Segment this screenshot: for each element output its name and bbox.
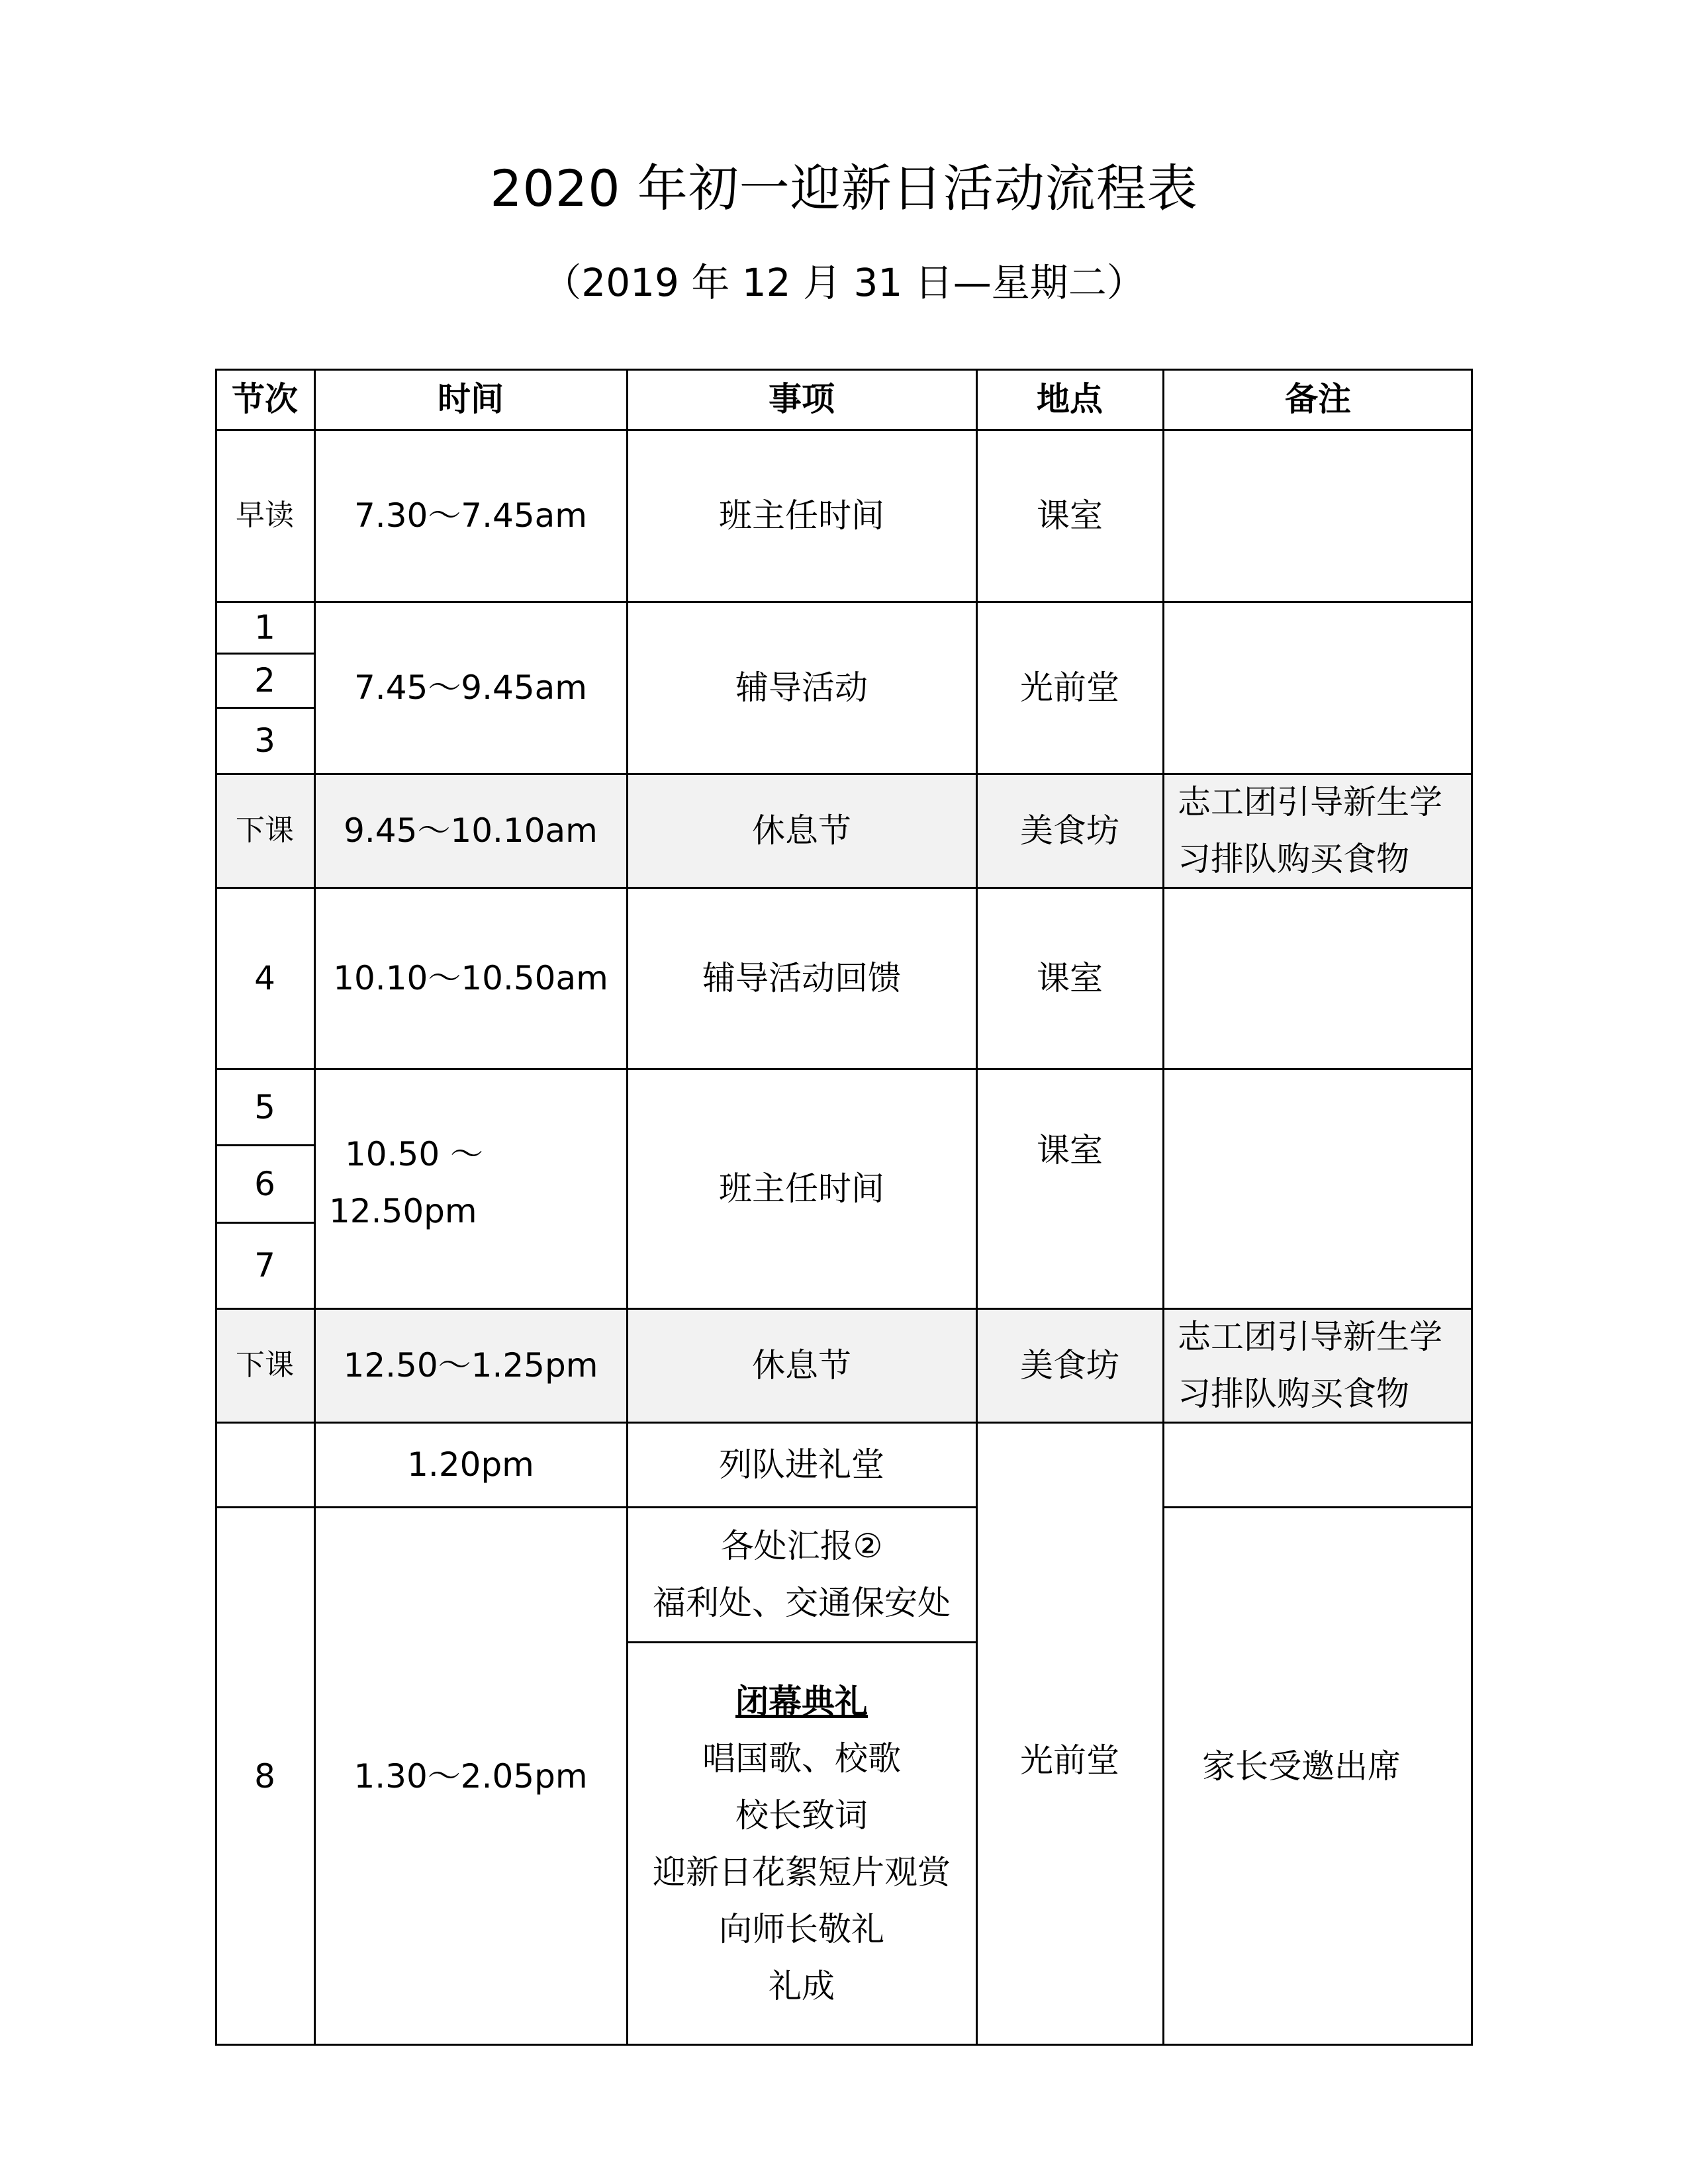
- break1-remark-line1: 志工团引导新生学: [1178, 783, 1442, 821]
- p4-remark: [1163, 887, 1473, 1069]
- col-divider-4: [1162, 369, 1164, 2046]
- row-divider-assembly-left: [215, 1506, 976, 1508]
- break1-time: 9.45～10.10am: [344, 811, 598, 850]
- p567-time-line2: 12.50pm: [329, 1192, 477, 1230]
- p567-remark: [1163, 1069, 1473, 1308]
- row-divider-p3: [215, 773, 1473, 775]
- p8-ceremony-item-2: 校长致词: [735, 1796, 868, 1835]
- p8-ceremony-item-1: 唱国歌、校歌: [702, 1739, 901, 1778]
- row-divider-assembly-right: [1163, 1506, 1473, 1508]
- schedule-table: [215, 369, 1473, 2046]
- p567-time: [314, 1069, 627, 1308]
- break2-item: 休息节: [752, 1346, 851, 1385]
- row-divider-p2: [215, 707, 314, 709]
- assembly-time: 1.20pm: [407, 1445, 534, 1484]
- period-7: 7: [254, 1246, 275, 1285]
- p123-item: 辅导活动: [735, 668, 868, 707]
- p123-time: 7.45～9.45am: [353, 668, 587, 707]
- p8-ceremony-item-3: 迎新日花絮短片观赏: [653, 1853, 951, 1891]
- afternoon-place: 光前堂: [1020, 1741, 1119, 1780]
- period-2: 2: [254, 661, 275, 700]
- row-divider-morning: [215, 601, 1473, 603]
- header-remark: 备注: [1285, 380, 1351, 418]
- row-divider-p7: [215, 1308, 1473, 1310]
- morning-time: 7.30～7.45am: [353, 496, 587, 535]
- table-top-border: [215, 369, 1473, 371]
- morning-period: 早读: [236, 498, 294, 532]
- break2-remark: [1163, 1308, 1473, 1422]
- p567-time-line1: 10.50 ～: [345, 1135, 484, 1173]
- table-left-border: [215, 369, 217, 2046]
- col-divider-3: [976, 369, 978, 2046]
- p8-report-detail: 福利处、交通保安处: [653, 1584, 951, 1622]
- table-right-border: [1471, 369, 1473, 2046]
- row-divider-p5: [215, 1144, 314, 1146]
- p8-ceremony-item-5: 礼成: [769, 1967, 835, 2005]
- p8-remark: 家长受邀出席: [1202, 1747, 1401, 1786]
- p567-place: 课室: [1037, 1131, 1103, 1169]
- p123-remark: [1163, 602, 1473, 774]
- row-divider-reports: [627, 1641, 976, 1643]
- break1-place: 美食坊: [1020, 811, 1119, 850]
- period-6: 6: [254, 1164, 275, 1203]
- p4-item: 辅导活动回馈: [702, 959, 901, 997]
- p8-ceremony-title: 闭幕典礼: [735, 1682, 868, 1721]
- assembly-period: [215, 1422, 314, 1507]
- page-subtitle: （2019 年 12 月 31 日—星期二）: [543, 260, 1145, 305]
- row-divider-p1: [215, 653, 314, 655]
- col-divider-1: [314, 369, 316, 2046]
- break2-time: 12.50～1.25pm: [343, 1346, 598, 1385]
- header-period: 节次: [232, 380, 298, 418]
- p4-period: 4: [254, 959, 275, 997]
- assembly-item: 列队进礼堂: [719, 1445, 884, 1484]
- p8-period: 8: [254, 1757, 275, 1796]
- morning-remark: [1163, 430, 1473, 602]
- p8-time: 1.30～2.05pm: [353, 1757, 588, 1796]
- period-1: 1: [254, 608, 275, 647]
- col-divider-2: [626, 369, 628, 2046]
- p567-item: 班主任时间: [719, 1169, 884, 1208]
- break2-remark-line2: 习排队购买食物: [1178, 1375, 1409, 1413]
- p4-time: 10.10～10.50am: [333, 959, 608, 997]
- morning-item: 班主任时间: [719, 496, 884, 535]
- period-5: 5: [254, 1087, 275, 1126]
- header-place: 地点: [1037, 380, 1103, 418]
- break1-remark-line2: 习排队购买食物: [1178, 840, 1409, 878]
- header-time: 时间: [438, 380, 504, 418]
- row-divider-p4: [215, 1068, 1473, 1070]
- break2-period: 下课: [236, 1348, 294, 1382]
- p123-place: 光前堂: [1020, 668, 1119, 707]
- row-divider-break1: [215, 887, 1473, 889]
- row-divider-p6: [215, 1222, 314, 1224]
- table-bottom-border: [215, 2044, 1473, 2046]
- header-item: 事项: [769, 380, 835, 418]
- p8-ceremony: [627, 1642, 976, 2046]
- break2-remark-line1: 志工团引导新生学: [1178, 1318, 1442, 1356]
- p8-reports: [627, 1507, 976, 1642]
- break1-item: 休息节: [752, 811, 851, 850]
- p8-report-title: 各处汇报②: [720, 1527, 883, 1565]
- break1-remark: [1163, 774, 1473, 887]
- period-3: 3: [254, 721, 275, 760]
- p4-place: 课室: [1037, 959, 1103, 997]
- break1-period: 下课: [236, 813, 294, 847]
- break2-place: 美食坊: [1020, 1346, 1119, 1385]
- morning-place: 课室: [1037, 496, 1103, 535]
- page-title: 2020 年初一迎新日活动流程表: [490, 159, 1198, 218]
- assembly-remark: [1163, 1422, 1473, 1507]
- row-divider-header: [215, 429, 1473, 431]
- p8-ceremony-item-4: 向师长敬礼: [719, 1910, 884, 1948]
- row-divider-break2: [215, 1422, 1473, 1424]
